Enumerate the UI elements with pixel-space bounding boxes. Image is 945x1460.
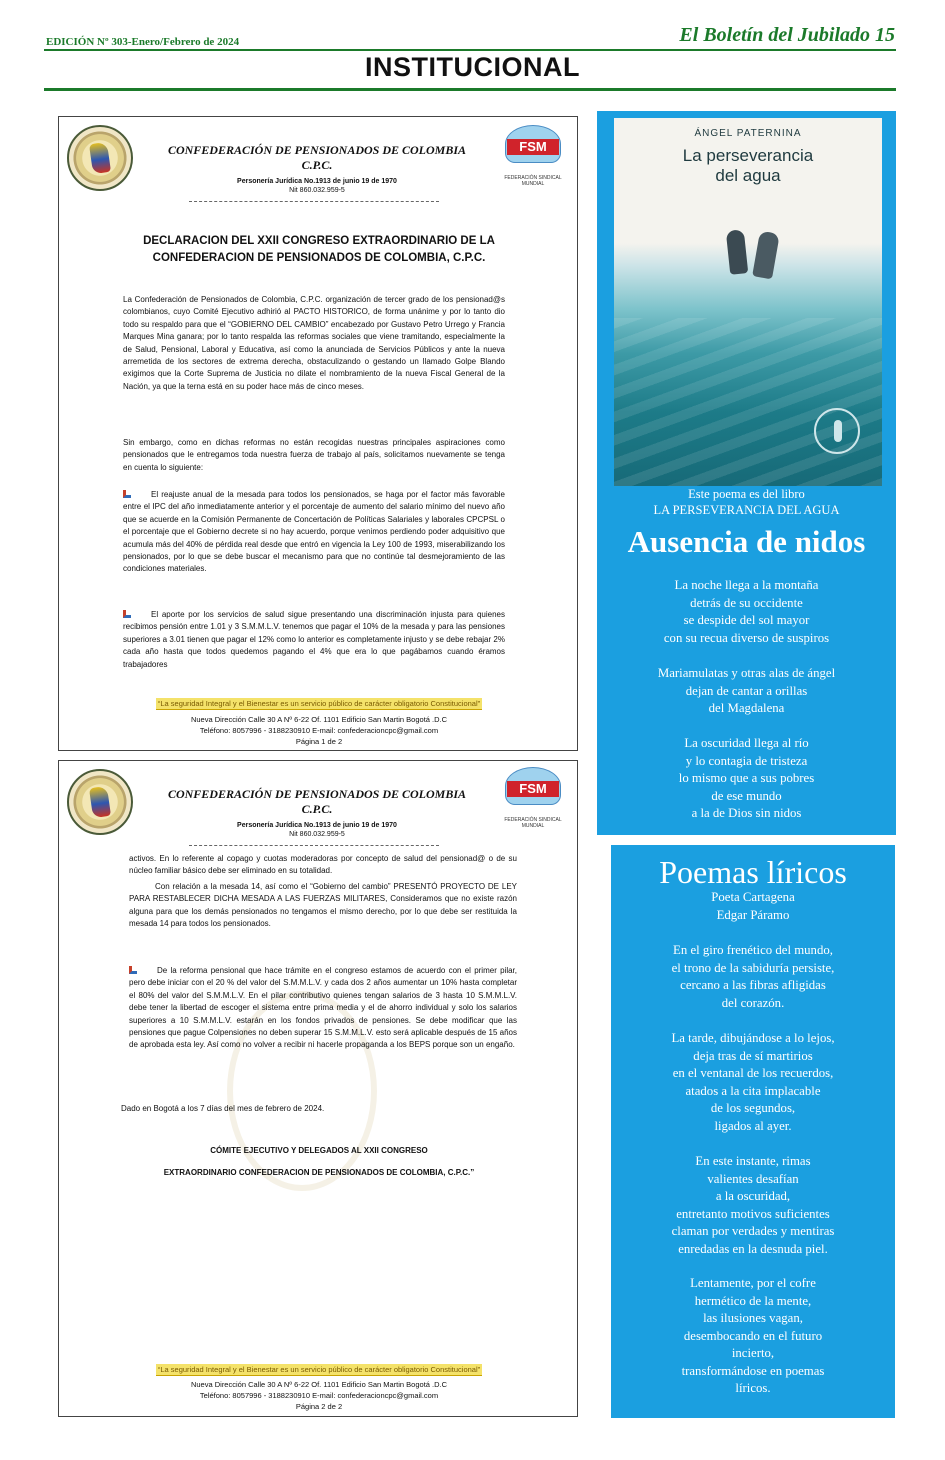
book-author: ÁNGEL PATERNINA: [694, 128, 802, 139]
masthead-title: El Boletín del Jubilado 15: [679, 24, 895, 46]
legal-info: Personería Jurídica No.1913 de junio 19 de 1970 Nit 860.032.959-5: [237, 822, 397, 838]
legal-info: Personería Jurídica No.1913 de junio 19 de 1970 Nit 860.032.959-5: [237, 178, 397, 194]
divider: [189, 201, 439, 202]
fsm-logo-text: FSM: [507, 781, 559, 797]
bullet-icon: [123, 610, 131, 618]
paragraph: activos. En lo referente al copago y cuotas moderadoras por concepto de salud del pensionad@ o de su núcleo familiar básico debe ser eliminado en su totalidad.: [129, 854, 517, 876]
signature-line: CÓMITE EJECUTIVO Y DELEGADOS AL XXII CONGRESO: [210, 1146, 428, 1155]
bullet-icon: [129, 966, 137, 974]
cpc-seal-logo: [67, 769, 133, 835]
book-title: La perseverancia del agua: [682, 146, 814, 185]
child-figure: [752, 231, 780, 280]
fsm-logo: [501, 767, 565, 829]
fsm-logo: [501, 125, 565, 187]
date-line: Dado en Bogotá a los 7 días del mes de febrero de 2024.: [121, 1104, 325, 1113]
org-name: CONFEDERACIÓN DE PENSIONADOS DE COLOMBIA C.P.C.: [167, 787, 467, 816]
motto: “La seguridad Integral y el Bienestar es un servicio público de carácter obligatorio Constitucional”: [157, 1365, 481, 1374]
divider: [189, 845, 439, 846]
signature-line: EXTRAORDINARIO CONFEDERACION DE PENSIONADOS DE COLOMBIA, C.P.C.”: [163, 1168, 475, 1177]
footer-address: Nueva Dirección Calle 30 A Nº 6-22 Of. 1101 Edificio San Martin Bogotá .D.C Teléfono: 8057996 - 3188230910 E-mail: confederacioncpc@gmail.com Página 1 de 2: [190, 715, 448, 746]
child-figure: [726, 229, 749, 275]
poem-stanza: La noche llega a la montaña detrás de su occidente se despide del sol mayor con su recua diverso de suspiros: [663, 578, 830, 645]
section-title: INSTITUCIONAL: [365, 52, 580, 82]
book-cover-image: [614, 118, 882, 486]
poem-stanza: En el giro frenético del mundo, el trono de la sabiduría persiste, cercano a las fibras afligidas del corazón.: [671, 943, 835, 1010]
publisher-stamp-icon: [814, 408, 860, 454]
bullet-icon: [123, 490, 131, 498]
declaration-title: DECLARACION DEL XXII CONGRESO EXTRAORDINARIO DE LA CONFEDERACION DE PENSIONADOS DE COLOMBIA, C.P.C.: [143, 235, 495, 264]
poem-stanza: La tarde, dibujándose a lo lejos, deja tras de sí martirios en el ventanal de los recuerdos, atados a la cita implacable de los segundos, ligados al ayer.: [671, 1031, 835, 1133]
list-item: De la reforma pensional que hace trámite en el congreso estamos de acuerdo con el primer pilar, pero debe iniciar con el 20 % del valor del S.M.M.L.V. y cada dos 2 años aumentar un 10% hasta completar el 80% del valor del S.M.M.L.V. En el pilar contributivo quienes tengan salarios de 3 hasta 10 S.M.M.L.V. debe tener la libertad de escoger el sistema entre prima media y el de ahorro individual y solo los salarios superiores a 10 S.M.M.L.V. estarán en los fondos privados de pensiones. Se debe modificar que las pensiones que pague Colpensiones no deben superar 15 S.M.M.L.V. esto será aplicable después de 15 años de aprobada esta ley. Así como no volver a recibir ni hacerle propaganda a los BEPS porque son un engaño.: [129, 966, 517, 1050]
poem-stanza: En este instante, rimas valientes desafían a la oscuridad, entretanto motivos suficientes claman por verdades y mentiras enredadas en la desnuda piel.: [671, 1154, 835, 1256]
list-item: El aporte por los servicios de salud sigue presentando una discriminación injusta para quienes recibimos pensión entre 1.01 y 3 S.M.M.L.V. tenemos que pagar el 10% de la mesada y para las pensiones superiores a 3.01 tienen que pagar el 12% como lo anterior es completamente injusto y se debe rebajar 2% cada año hasta que todos quedemos pagando el 4% que era lo que pagábamos cuando éramos trabajadores: [123, 610, 505, 669]
paragraph: Sin embargo, como en dichas reformas no están recogidas nuestras principales aspiraciones como pensionados que le entregamos toda nuestra fuerza de trabajo al país, solicitamos nuevamente se tenga en cuenta lo siguiente:: [123, 438, 505, 472]
poem-intro: Este poema es del libro LA PERSEVERANCIA DEL AGUA: [653, 487, 840, 517]
header-rule: [44, 49, 896, 51]
fsm-caption: FEDERACIÓN SINDICAL MUNDIAL: [504, 817, 562, 829]
poem-stanza: La oscuridad llega al río y lo contagia de tristeza lo mismo que a sus pobres de ese mundo a la de Dios sin nidos: [678, 736, 815, 820]
list-item: El reajuste anual de la mesada para todos los pensionados, se haga por el factor más favorable entre el IPC del año inmediatamente anterior y el porcentaje de aumento del salario mínimo del nuevo año que se acuerde en la Comisión Permanente de Concertación de Políticas Salariales y laborales CPCPSL o el porcentaje que el Gobierno decrete si no hay acuerdo, porque venimos perdiendo poder adquisitivo que acumula más del 40% de pérdida real desde que entró en vigencia la Ley 100 de 1993, miserabilizando los pensionados, por lo que se debe buscar el mecanismo para que no continúe tal desmejoramiento de las condiciones materiales.: [123, 490, 505, 574]
paragraph: Con relación a la mesada 14, así como el “Gobierno del cambio” PRESENTÓ PROYECTO DE LEY PARA RESTABLECER DICHA MESADA A LAS FUERZAS MILITARES, Consideramos que no existe razón alguna para que los demás pensionados no tengamos el mismo derecho, por lo que debe ser restituida la mesada 14 para todos los pensionados.: [129, 882, 517, 929]
motto: “La seguridad Integral y el Bienestar es un servicio público de carácter obligatorio Constitucional”: [157, 699, 481, 708]
edition-label: EDICIÓN Nº 303-Enero/Febrero de 2024: [46, 36, 240, 48]
letter-page-1: [58, 116, 578, 751]
paragraph: La Confederación de Pensionados de Colombia, C.P.C. organización de tercer grado de los pensionad@s colombianos, cuyo Comité Ejecutivo adhirió al PACTO HISTORICO, de forma unánime y por lo tanto dio todo su respaldo para que el “GOBIERNO DEL CAMBIO” encabezado por Gustavo Petro Urrego y Francia Marques Mina ganara; por lo tanto respalda las reformas sociales que viene tramitando, especialmente la de Salud, Pensional, Laboral y Educativa, así como la anunciada de Servicios Públicos y ante la nueva arremetida de los sectores de extrema derecha, obstaculizando o gestando un llamado Golpe Blando exigimos que la Corte Suprema de Justicia no dilate el nombramiento de la nueva Fiscal General de la Nación, ya que la terna está en su poder hace más de cinco meses.: [123, 295, 505, 391]
org-name: CONFEDERACIÓN DE PENSIONADOS DE COLOMBIA C.P.C.: [167, 143, 467, 172]
section-rule: [44, 88, 896, 91]
cpc-seal-logo: [67, 125, 133, 191]
poem-stanza: Lentamente, por el cofre hermético de la mente, las ilusiones vagan, desembocando en el futuro incierto, transformándose en poemas líricos.: [681, 1276, 825, 1395]
fsm-caption: FEDERACIÓN SINDICAL MUNDIAL: [504, 175, 562, 187]
letter-page-2: [58, 760, 578, 1417]
poem-title: Ausencia de nidos: [627, 524, 866, 559]
poem-stanza: Mariamulatas y otras alas de ángel dejan de cantar a orillas del Magdalena: [657, 666, 836, 715]
poem-title: Poemas líricos: [659, 854, 847, 890]
footer-address: Nueva Dirección Calle 30 A Nº 6-22 Of. 1101 Edificio San Martin Bogotá .D.C Teléfono: 8057996 - 3188230910 E-mail: confederacioncpc@gmail.com Página 2 de 2: [190, 1380, 448, 1411]
poem-author: Poeta Cartagena Edgar Páramo: [711, 890, 795, 922]
water-texture: [614, 318, 882, 486]
fsm-logo-text: FSM: [507, 139, 559, 155]
